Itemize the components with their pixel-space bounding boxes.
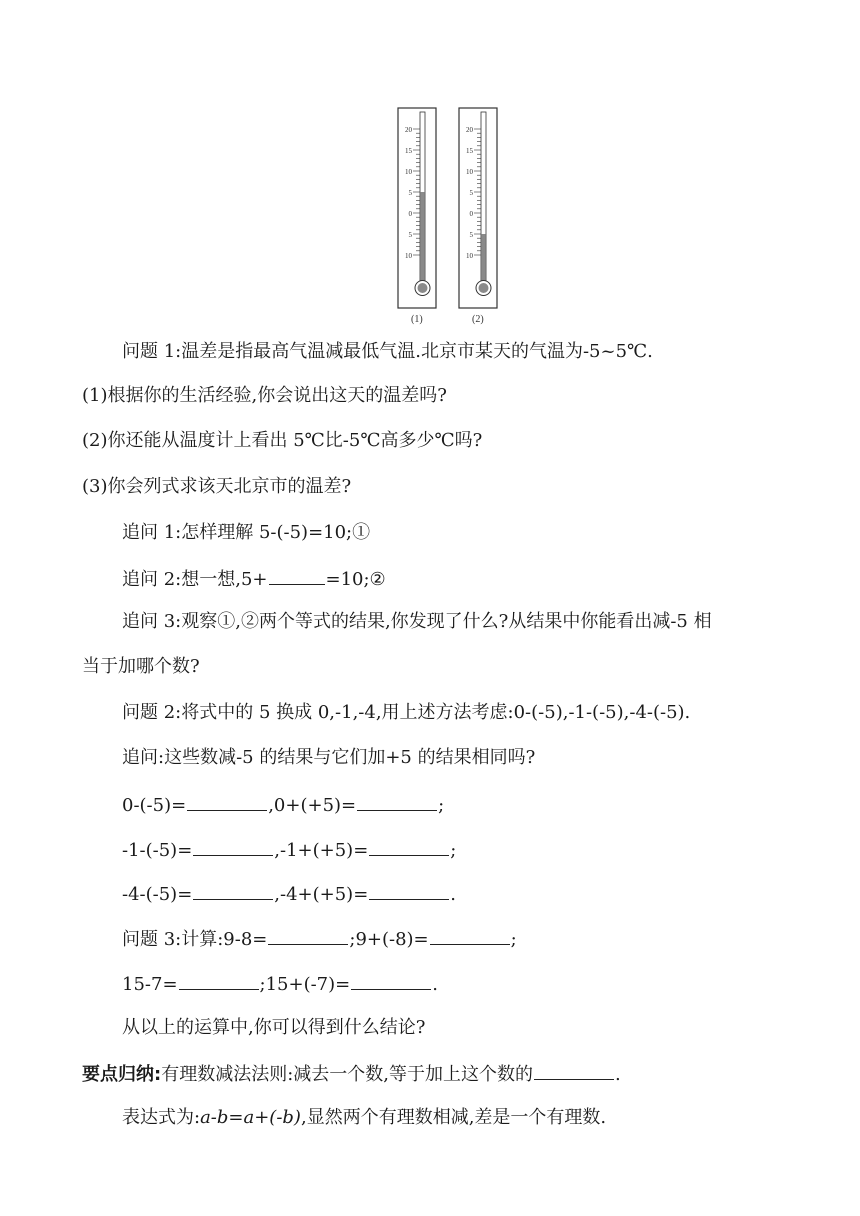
thermometer-1-label: (1): [411, 314, 423, 325]
answer-blank[interactable]: [357, 792, 437, 811]
tick-label: 5: [408, 231, 412, 239]
follow-up-2-end: =10;②: [325, 569, 386, 590]
answer-blank[interactable]: [430, 926, 510, 945]
tick-label: 10: [466, 252, 473, 260]
question-1-intro: 问题 1:温差是指最高气温减最低气温.北京市某天的气温为-5~5℃.: [122, 341, 653, 362]
tick-label: 15: [466, 147, 473, 155]
follow-up-3-continued: 当于加哪个数?: [82, 656, 200, 677]
expr-label: ,0+(+5)=: [268, 795, 357, 816]
expr-label: ;15+(-7)=: [259, 974, 351, 995]
expression-suffix: ,显然两个有理数相减,差是一个有理数.: [300, 1107, 607, 1128]
tick-label: 20: [405, 126, 412, 134]
expr-label: ;9+(-8)=: [349, 929, 429, 950]
follow-up-3: 追问 3:观察①,②两个等式的结果,你发现了什么?从结果中你能看出减-5 相: [122, 611, 712, 632]
thermometers-svg: [380, 100, 520, 310]
expr-label: 0-(-5)=: [122, 795, 187, 816]
tick-label: 10: [405, 168, 412, 176]
summary-heading: 要点归纳:: [82, 1064, 162, 1085]
summary-rule: 有理数减法法则:减去一个数,等于加上这个数的: [161, 1064, 533, 1085]
answer-blank[interactable]: [534, 1061, 614, 1080]
question-2-row-1: [122, 792, 444, 818]
expression-line: [122, 1106, 606, 1130]
tick-label: 15: [405, 147, 412, 155]
tick-label: 5: [469, 231, 473, 239]
thermometer-2-mercury: [482, 234, 486, 284]
answer-blank[interactable]: [193, 837, 273, 856]
question-3-conclusion: 从以上的运算中,你可以得到什么结论?: [122, 1017, 426, 1038]
answer-blank[interactable]: [369, 881, 449, 900]
punctuation: ;: [450, 840, 457, 861]
expr-label: ,-4+(+5)=: [274, 884, 369, 905]
expr-label: ,-1+(+5)=: [274, 840, 369, 861]
question-3-row-2: [122, 971, 438, 997]
answer-blank[interactable]: [268, 926, 348, 945]
expr-label: -4-(-5)=: [122, 884, 193, 905]
punctuation: .: [432, 974, 438, 995]
answer-blank[interactable]: [179, 971, 259, 990]
expression-prefix: 表达式为:: [122, 1107, 201, 1128]
expression-formula: a-b=a+(-b): [200, 1107, 301, 1128]
answer-blank[interactable]: [193, 881, 273, 900]
answer-blank[interactable]: [187, 792, 267, 811]
question-3-row-1: [122, 926, 517, 952]
thermometer-1-bulb: [418, 283, 428, 293]
tick-label: 5: [469, 189, 473, 197]
question-1-sub-3: (3)你会列式求该天北京市的温差?: [82, 476, 352, 497]
thermometer-2-frame: [459, 108, 497, 308]
follow-up-2: [122, 566, 386, 592]
answer-blank[interactable]: [269, 566, 325, 585]
punctuation: ;: [510, 929, 517, 950]
key-point-summary: [82, 1061, 621, 1087]
thermometer-figure: [380, 100, 520, 330]
thermometer-1-mercury: [421, 192, 425, 284]
tick-label: 0: [408, 210, 412, 218]
punctuation: ;: [438, 795, 445, 816]
answer-blank[interactable]: [369, 837, 449, 856]
question-1-sub-2: (2)你还能从温度计上看出 5℃比-5℃高多少℃吗?: [82, 430, 483, 451]
tick-label: 20: [466, 126, 473, 134]
follow-up-2-text: 追问 2:想一想,5+: [122, 569, 268, 590]
answer-blank[interactable]: [351, 971, 431, 990]
tick-label: 10: [405, 252, 412, 260]
follow-up-1: 追问 1:怎样理解 5-(-5)=10;①: [122, 522, 371, 543]
question-2-intro: 问题 2:将式中的 5 换成 0,-1,-4,用上述方法考虑:0-(-5),-1-(-5),-4-(-5).: [122, 702, 691, 723]
thermometer-2-bulb: [479, 283, 489, 293]
punctuation: .: [615, 1064, 621, 1085]
tick-label: 10: [466, 168, 473, 176]
thermometer-1-frame: [398, 108, 436, 308]
question-2-follow-up: 追问:这些数减-5 的结果与它们加+5 的结果相同吗?: [122, 747, 536, 768]
thermometer-2-label: (2): [472, 314, 484, 325]
expr-label: 问题 3:计算:9-8=: [122, 929, 268, 950]
tick-label: 5: [408, 189, 412, 197]
question-2-row-2: [122, 837, 456, 863]
question-1-sub-1: (1)根据你的生活经验,你会说出这天的温差吗?: [82, 385, 447, 406]
expr-label: -1-(-5)=: [122, 840, 193, 861]
expr-label: 15-7=: [122, 974, 178, 995]
question-2-row-3: [122, 881, 456, 907]
tick-label: 0: [469, 210, 473, 218]
punctuation: .: [450, 884, 457, 905]
